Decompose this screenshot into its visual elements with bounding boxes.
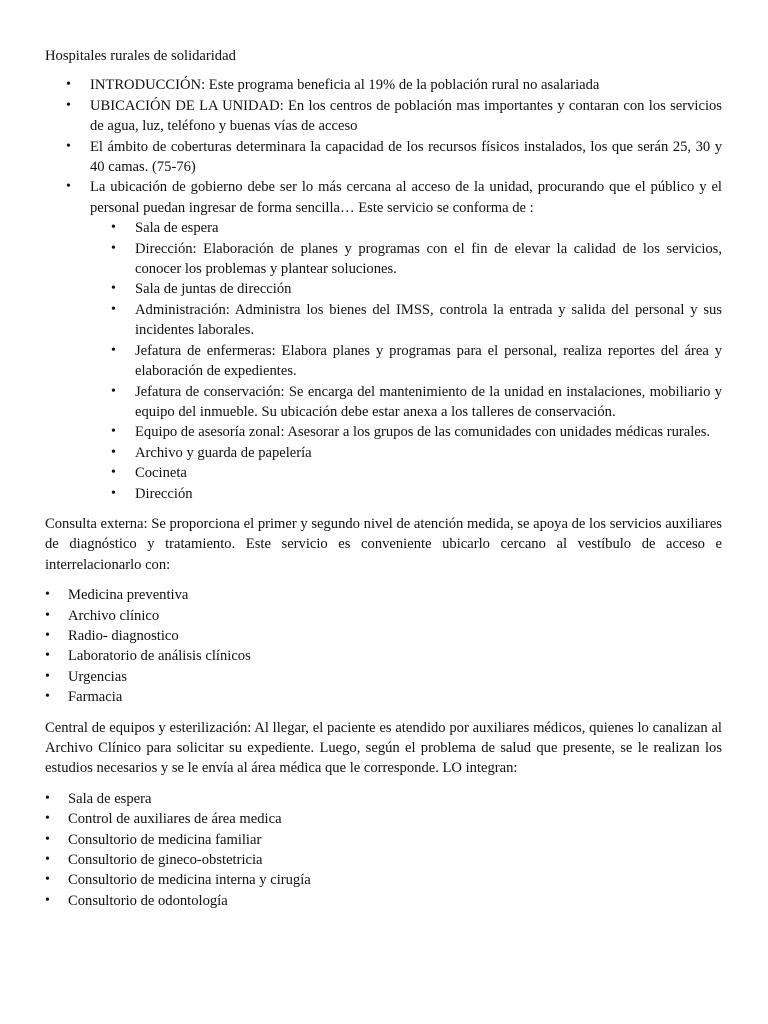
list-item: • Administración: Administra los bienes del IMSS, controla la entrada y salida del personal y sus incidentes laborales. — [45, 300, 722, 341]
list-item: • Radio- diagnostico — [45, 626, 722, 646]
list-item: • El ámbito de coberturas determinara la capacidad de los recursos físicos instalados, los que serán 25, 30 y 40 camas. (75-76) — [45, 137, 722, 178]
sub-bullet-list — [45, 218, 722, 504]
list-item: • Consultorio de odontología — [45, 891, 722, 911]
list-item: • Consultorio de medicina interna y cirugía — [45, 870, 722, 890]
list-item: • INTRODUCCIÓN: Este programa beneficia al 19% de la población rural no asalariada — [45, 75, 722, 95]
list-item: • Dirección: Elaboración de planes y programas con el fin de elevar la calidad de los servicios, conocer los problemas y plantear soluciones. — [45, 239, 722, 280]
document-page — [45, 46, 722, 911]
list-item: • UBICACIÓN DE LA UNIDAD: En los centros de población mas importantes y contaran con los servicios de agua, luz, teléfono y buenas vías de acceso — [45, 96, 722, 137]
document-title: Hospitales rurales de solidaridad — [45, 48, 236, 64]
list-item: • Jefatura de conservación: Se encarga del mantenimiento de la unidad en instalaciones, mobiliario y equipo del inmueble. Su ubicación debe estar anexa a los talleres de conservación. — [45, 382, 722, 423]
list-item: • Cocineta — [45, 463, 722, 483]
list-item: • Archivo clínico — [45, 606, 722, 626]
list-item: • Sala de juntas de dirección — [45, 279, 722, 299]
list-item: • La ubicación de gobierno debe ser lo más cercana al acceso de la unidad, procurando que el público y el personal puedan ingresar de forma sencilla… Este servicio se conforma de : — [45, 177, 722, 218]
list-item: • Urgencias — [45, 667, 722, 687]
main-bullet-list — [45, 75, 722, 218]
list-item: • Sala de espera — [45, 218, 722, 238]
list-item: • Equipo de asesoría zonal: Asesorar a los grupos de las comunidades con unidades médicas rurales. — [45, 422, 722, 442]
list-item: • Control de auxiliares de área medica — [45, 809, 722, 829]
consulta-bullet-list — [45, 585, 722, 707]
list-item: • Consultorio de gineco-obstetricia — [45, 850, 722, 870]
list-item: • Consultorio de medicina familiar — [45, 830, 722, 850]
central-equipos-paragraph: Central de equipos y esterilización: Al llegar, el paciente es atendido por auxiliares médicos, quienes lo canalizan al Archivo Clínico para solicitar su expediente. Luego, según el problema de salud que presente, se le realizan los estudios necesarios y se le envía al área médica que le corresponde. LO integran: — [45, 719, 722, 777]
list-item: • Jefatura de enfermeras: Elabora planes y programas para el personal, realiza reportes del área y elaboración de expedientes. — [45, 341, 722, 382]
list-item: • Archivo y guarda de papelería — [45, 443, 722, 463]
central-bullet-list — [45, 789, 722, 911]
consulta-externa-paragraph: Consulta externa: Se proporciona el primer y segundo nivel de atención medida, se apoya de los servicios auxiliares de diagnóstico y tratamiento. Este servicio es conveniente ubicarlo cercano al vestíbulo de acceso e interrelacionarlo con: — [45, 515, 722, 573]
list-item: • Medicina preventiva — [45, 585, 722, 605]
list-item: • Sala de espera — [45, 789, 722, 809]
list-item: • Farmacia — [45, 687, 722, 707]
list-item: • Dirección — [45, 484, 722, 504]
list-item: • Laboratorio de análisis clínicos — [45, 646, 722, 666]
